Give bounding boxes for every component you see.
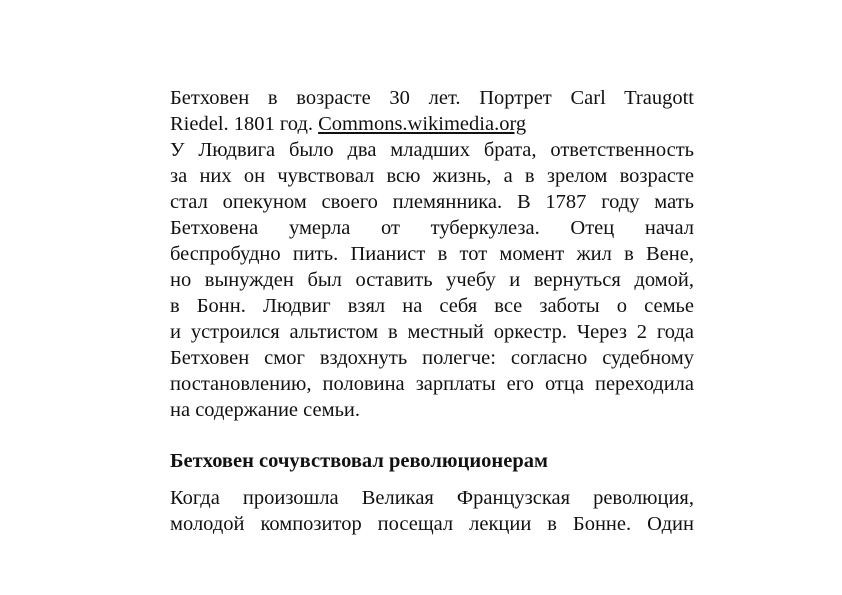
text-line: Бетховена умерла от туберкулеза. Отец начал [170, 217, 694, 239]
caption-line [170, 111, 694, 137]
caption-text: Riedel. 1801 год. [170, 113, 319, 135]
text-line: и устроился альтистом в местный оркестр. Через 2 года [170, 321, 694, 343]
document-page [170, 85, 694, 537]
paragraph-2 [170, 485, 694, 537]
text-line: стал опекуном своего племянника. В 1787 году мать [170, 191, 694, 213]
text-line: за них он чувствовал всю жизнь, а в зрелом возрасте [170, 165, 694, 187]
commons-link[interactable]: Commons.wikimedia.org [318, 113, 527, 135]
text-line: беспробудно пить. Пианист в тот момент жил в Вене, [170, 243, 694, 265]
text-line: Бетховен смог вздохнуть полегче: согласно судебному [170, 347, 694, 369]
text-line: но вынужден был оставить учебу и вернуться домой, [170, 269, 694, 291]
caption-line: Бетховен в возрасте 30 лет. Портрет Carl Traugott [170, 87, 694, 109]
paragraph-1 [170, 137, 694, 423]
text-line: постановлению, половина зарплаты его отца переходила [170, 373, 694, 395]
text-line: в Бонн. Людвиг взял на себя все заботы о семье [170, 295, 694, 317]
text-line: Когда произошла Великая Французская революция, [170, 487, 694, 509]
section-heading: Бетховен сочувствовал революционерам [170, 450, 548, 472]
text-line: У Людвига было два младших брата, ответственность [170, 139, 694, 161]
text-line: молодой композитор посещал лекции в Бонне. Один [170, 513, 694, 535]
text-line: на содержание семьи. [170, 399, 361, 421]
